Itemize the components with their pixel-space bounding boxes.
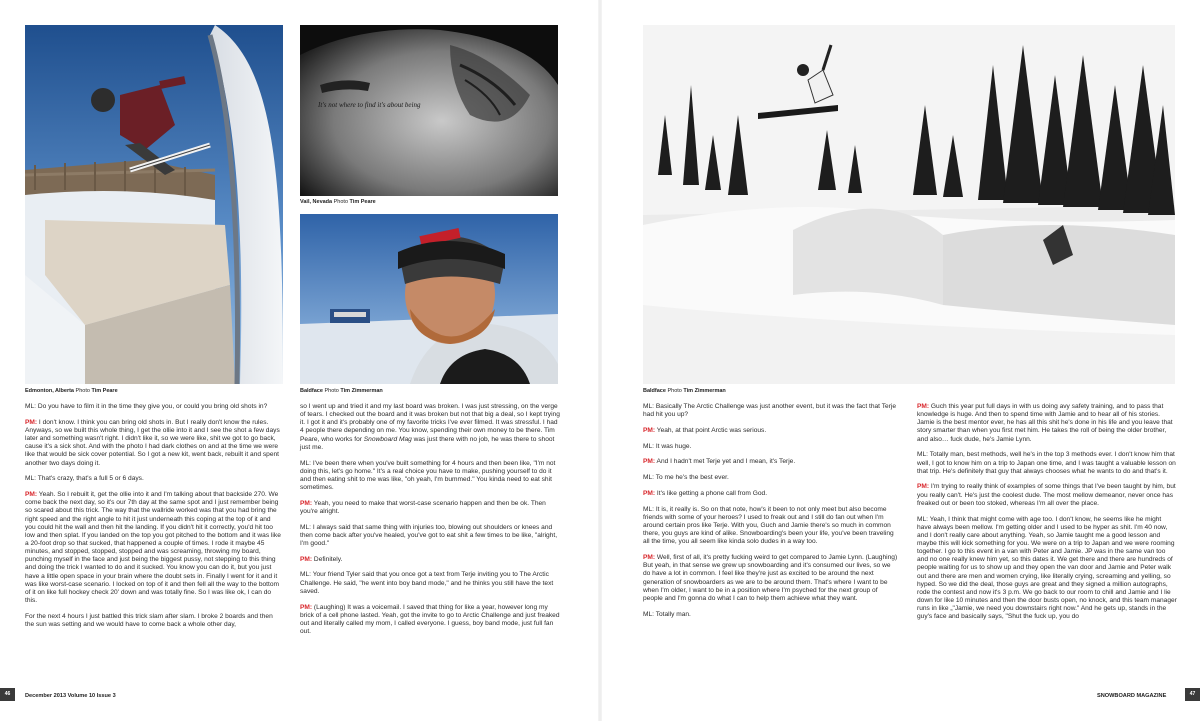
speaker-pm: PM: [643, 458, 656, 466]
answer: PM: It's like getting a phone call from God. [643, 489, 768, 497]
answer: PM: I'm trying to really think of examples of some things that I've been taught by him, but you really can't. He's just the coolest dude. The most mellow demeanor, never once has freaked out or been too stoked, whereas I'm all over the place. [917, 483, 1176, 507]
question: ML: Totally man. [643, 610, 691, 618]
answer: PM: And I hadn't met Terje yet and I mean, it's Terje. [643, 458, 796, 466]
page-gutter [598, 0, 602, 721]
question: ML: It is, it really is. So on that note, how's it been to not only meet but also become friends with some of your heroes? I used to freak out and I still do fan out when I'm around certain pros like Terje. With you, Guch and Jamie there's so much in common there, you guys are kind of alike. Snowboarding's been your life, you've been traveling all the time, you all seem like kinda solo dudes in a way too. [643, 505, 894, 546]
photo-rail-wallride [25, 25, 283, 384]
speaker-pm: PM: [25, 418, 38, 426]
speaker-pm: PM: [300, 555, 313, 563]
caption-photographer: Tim Zimmerman [683, 388, 726, 394]
question: ML: I've been there when you've built something for 4 hours and then been like, "I'm not doing this, let's go home." It's a real choice you have to make, pushing yourself to do it and then eating shit to me was like, "oh yeah, I'm bummed." You kinda need to eat shit sometimes. [300, 459, 556, 491]
question: ML: I always said that same thing with injuries too, blowing out shoulders or knees and then come back after you've healed, you've got to eat shit a few times to be like, "alright, I'm good." [300, 523, 558, 547]
magazine-name: SNOWBOARD MAGAZINE [1097, 693, 1167, 699]
answer: PM: Guch this year put full days in with us doing avy safety training, and to pass that knowledge is huge. And then to spend time with Jamie and to hear all of his stories. Jamie is the best mentor ever, he has all this shit he's done in his life and you leave that story smarter than when you first met him. He takes the roll of being the older brother, and also… fuck dude, he's Jamie Lynn. [917, 403, 1173, 443]
speaker-pm: PM: [643, 426, 656, 434]
speaker-pm: PM: [917, 483, 930, 491]
caption-location: Baldface [643, 388, 666, 394]
photo-tattoo-torso [300, 25, 558, 196]
answer: PM: (Laughing) It was a voicemail. I saved that thing for like a year, however long my brick of a cell phone lasted. Yeah, got the invite to go to Arctic Challenge and just freaked out and literally called my mom, I called everyone. I guess, boy band mode, just full fan out. [300, 603, 560, 635]
article-column-1 [25, 403, 283, 637]
speaker-pm: PM: [300, 499, 313, 507]
question: ML: Basically The Arctic Challenge was just another event, but it was the fact that Terje had hit you up? [643, 403, 897, 419]
answer: PM: Definitely. [300, 555, 343, 563]
question: ML: Your friend Tyler said that you once got a text from Terje inviting you to The Arctic Challenge. He said, "he went into boy band mode," and he thinks you still have the text saved. [300, 571, 554, 595]
article-column-2 [300, 403, 562, 644]
speaker-pm: PM: [643, 489, 656, 497]
photo-backcountry-jump [643, 25, 1175, 384]
caption-credit: Photo [667, 388, 682, 394]
tattoo-text: It's not where to find it's about being [318, 101, 421, 109]
speaker-pm: PM: [25, 491, 38, 499]
photo-portrait-rider [300, 214, 558, 384]
caption-photographer: Tim Zimmerman [340, 388, 383, 394]
answer: PM: Well, first of all, it's pretty fucking weird to get compared to Jamie Lynn. (Laughing) But yeah, in that sense we grew up snowboarding and it's consumed our lives, so we do have a lot in common. I feel like they're just as excited to be around the next generation of snowboarders as we are to be around them. That's where I want to be when I'm older, I want to be in a position where I'm psyched for the next group of people and I'm gonna do what I can to help them achieve what they want. [643, 554, 898, 602]
page-number-right: 47 [1185, 688, 1200, 701]
question: ML: That's crazy, that's a full 5 or 6 days. [25, 475, 144, 483]
question: ML: To me he's the best ever. [643, 474, 729, 482]
question: ML: Totally man, best methods, well he's in the top 3 methods ever. I don't know him that well, I got to know him on a trip to Japan one time, and I was taught a valuable lesson on that trip. He's definitely that guy that always chooses what he wants to do and that's it. [917, 451, 1176, 475]
speaker-ml: ML: [643, 403, 654, 410]
caption-photo-3 [300, 388, 383, 395]
caption-photographer: Tim Peare [349, 199, 376, 205]
article-column-4 [917, 403, 1177, 629]
caption-location: Edmonton, Alberta [25, 388, 74, 394]
caption-location: Vail, Nevada [300, 199, 333, 205]
caption-credit: Photo [75, 388, 90, 394]
question: ML: Do you have to film it in the time they give you, or could you bring old shots in? [25, 403, 268, 410]
answer: PM: Yeah, at that point Arctic was serious. [643, 426, 767, 434]
speaker-pm: PM: [643, 554, 656, 562]
caption-credit: Photo [333, 199, 349, 205]
caption-photo-2 [300, 199, 376, 206]
article-column-3 [643, 403, 899, 626]
issue-label: December 2013 Volume 10 Issue 3 [25, 693, 116, 699]
caption-photographer: Tim Peare [91, 388, 118, 394]
caption-location: Baldface [300, 388, 323, 394]
caption-credit: Photo [324, 388, 339, 394]
caption-photo-4 [643, 388, 726, 395]
question: ML: Yeah, I think that might come with age too. I don't know, he seems like he might have always been mellow. I'm getting older and I used to be hyper as shit. I'm 40 now, and I don't really care about anything. Yeah, so Jamie taught me a good lesson and maybe this will kick something for you. We were on a trip to Japan and we were rooming together. I go to this event in a van with Peter and Jamie. JP was in the same van too and no one really knew him yet, so this dates it. We get there and there are hundreds of people waiting for us to show up and they open the van door and Jamie and Peter walk out and there are men and women crying, like literally crying, screaming and yelling, so hyped. So we did the deal, those guys are great and they signed a million autographs, rode the contest and now it's 3 p.m. We go back to our room to chill and Jamie and I lie down for like 10 minutes and then the door busts open, no knock, and this team manager runs in like „"Jamie, we need you downstairs right now." And he gets up, stands in the guy's face and basically says, "Shut the fuck up, you do [917, 515, 1177, 621]
page-number-left: 46 [0, 688, 15, 701]
question: ML: It was huge. [643, 442, 692, 450]
speaker-pm: PM: [300, 603, 313, 611]
answer: PM: Yeah, you need to make that worst-case scenario happen and then be ok. Then you're alright. [300, 499, 546, 515]
paragraph: so I went up and tried it and my last board was broken. I was just stressing, on the verge of tears. I checked out the board and it was broken but not that big a deal, so I kept trying it. I got it and it's probably one of my favorite tricks I've ever filmed. It was stressful. I had 4 people there depending on me. You know, spending their own money to be there. Tim Peare, who works for Snowboard Mag was just there with no job, he was there to shoot just me. [300, 403, 560, 451]
answer: PM: I don't know. I think you can bring old shots in. But I really don't know the rules. Anyways, so we built this whole thing, I get the ollie into it and I see the shot a few days later and something wasn't right. I didn't like it, so we were like, shit we got to go back, cause it's a sick shot. And with the photo I had dark clothes on and at the time we were like that would be sick cover potential. So I got a new kit, went back, rebuilt it and spent another two days doing it. [25, 418, 280, 467]
speaker-pm: PM: [917, 403, 930, 410]
caption-photo-1 [25, 388, 118, 395]
answer: PM: Yeah. So I rebuilt it, get the ollie into it and I'm talking about that backside 270. We come back the next day, so it's our 7th day at the same spot and I just remember being so scared about this trick. The way that the wallride worked was that you had bring the right speed and the right angle to hit it just underneath this coping at the top of it and you could hit the wall and then hit the landing. If you didn't hit it correctly, you'd hit too low and then splat. If you landed on the top you got pitched to the bottom and it was like a 20-foot drop so that sucked, that happened a couple of times. I rode it maybe 45 minutes, and stopped, stopped, stopped and was screaming, throwing my board, punching myself in the face and just being the biggest pussy, not stepping to this thing and doing the trick I wanted to do and it sucked. You know you can do it, but you just have a little open space in your brain where the doubt sets in. Finally I went for it and it was like worst-case scenario. I locked on top of it and then fell all the way to the bottom of it on like full hockey check 20' down and was totally fine. So I was like ok, I can do this. [25, 491, 281, 605]
paragraph: For the next 4 hours I just battled this trick slam after slam. I broke 2 boards and then the sun was setting and we would have to come back a whole other day, [25, 612, 273, 628]
